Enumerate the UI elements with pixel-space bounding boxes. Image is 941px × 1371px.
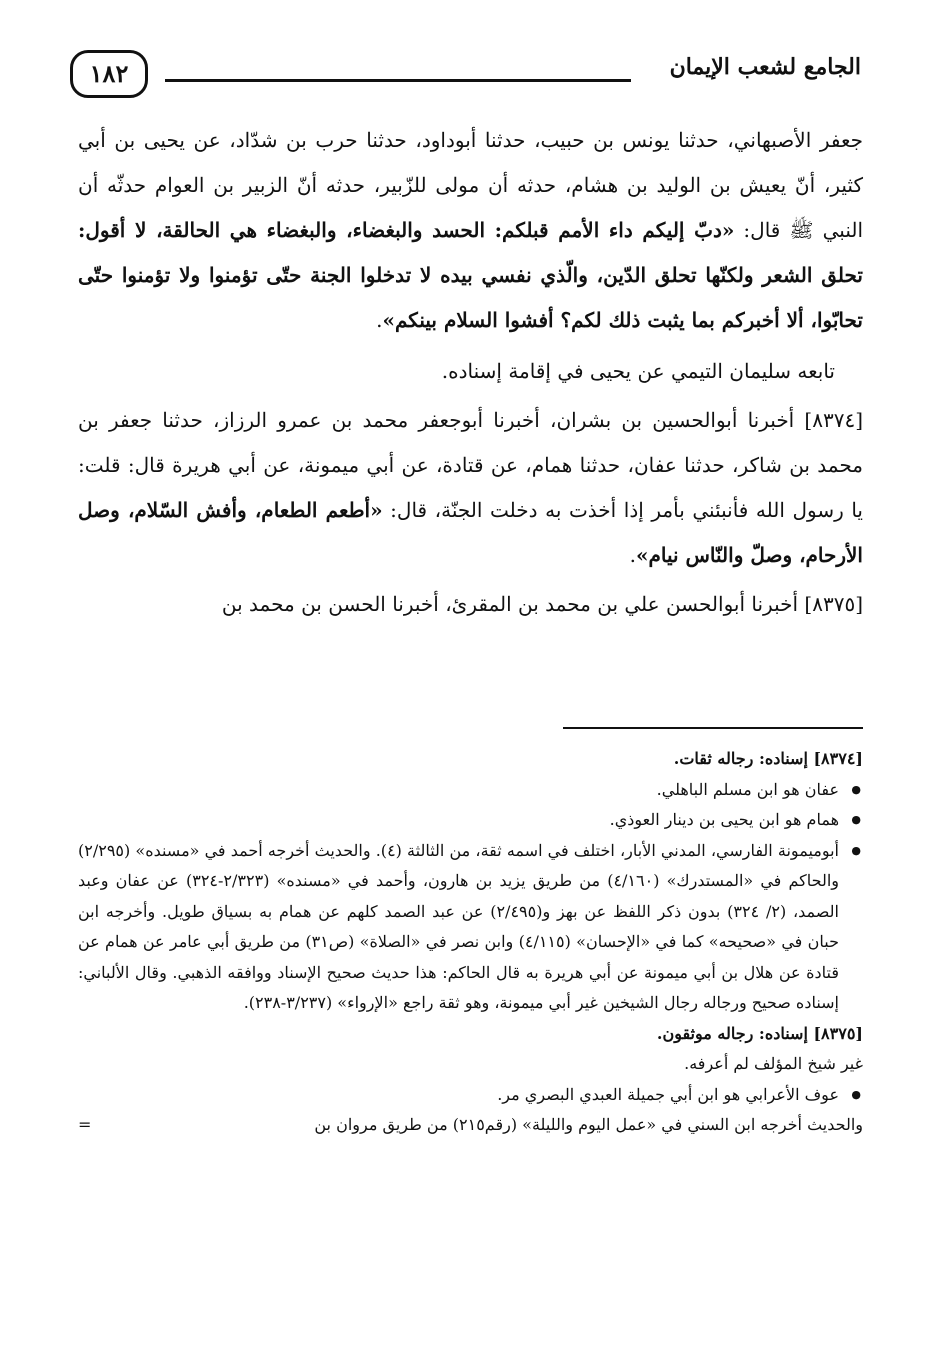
hadith-paragraph-8374 xyxy=(78,398,863,578)
footnote-continued-line xyxy=(78,1110,863,1141)
isnad-text: [٨٣٧٤] أخبرنا أبوالحسين بن بشران، أخبرنا أبوجعفر محمد بن عمرو الرزاز، حدثنا جعفر بن محمد بن شاكر، حدثنا عفان، حدثنا همام، عن قتادة، عن أبي ميمونة، عن أبي هريرة قال: قلت: يا رسول الله فأنبئني بأمر إذا أخذت به دخلت الجنّة، قال: xyxy=(78,408,863,522)
continuation-mark: = xyxy=(78,1115,92,1134)
page-header xyxy=(70,50,861,108)
main-text xyxy=(78,118,863,627)
page-number: ١٨٢ xyxy=(70,50,148,98)
isnad-text: جعفر الأصبهاني، حدثنا يونس بن حبيب، حدثنا أبوداود، حدثنا حرب بن شدّاد، عن يحيى بن أبي كثير، أنّ يعيش بن الوليد بن هشام، حدثه أن مولى للزّبير، حدثه أنّ الزبير بن العوام حدثّه أن النبي ﷺ قال: xyxy=(78,128,864,242)
footnote-bullet: ● همام هو ابن يحيى بن دينار العوذي. xyxy=(78,805,863,836)
footnote-bullet: ● أبوميمونة الفارسي، المدني الأبار، اختلف في اسمه ثقة، من الثالثة (٤). والحديث أخرجه أحمد في «مسنده» (٢/٢٩٥) والحاكم في «المستدرك» (٤/١٦٠) من طريق يزيد بن هارون، وأحمد في «مسنده» (٢/٣٢٣-٣٢٤) عن عفان وعبد الصمد، (٢/ ٣٢٤) بدون ذكر اللفظ عن بهز و(٢/٤٩٥) عن عبد الصمد كلهم عن همام به بسياق طويل. وأخرجه ابن حبان في «صحيحه» كما في «الإحسان» (٤/١١٥) وابن نصر في «الصلاة» (ص٣١) من طريق أبي عامر عن همام عن قتادة عن هلال بن أبي ميمونة عن أبي هريرة به قال الحاكم: هذا حديث صحيح الإسناد ووافقه الذهبي. وقال الألباني: إسناده صحيح ورجاله رجال الشيخين غير أبي ميمونة، وهو ثقة راجع «الإرواء» (٣/٢٣٧-٢٣٨). xyxy=(78,836,863,1019)
footnote-heading-8375: [٨٣٧٥] إسناده: رجاله موثقون. xyxy=(656,1023,863,1043)
footnote-line: غير شيخ المؤلف لم أعرفه. xyxy=(684,1054,863,1073)
footnote-separator xyxy=(563,727,863,729)
footnote-bullet: ● عوف الأعرابي هو ابن أبي جميلة العبدي البصري مر. xyxy=(78,1080,863,1111)
hadith-paragraph-8375: [٨٣٧٥] أخبرنا أبوالحسن علي بن محمد بن المقرئ، أخبرنا الحسن بن محمد بن xyxy=(221,592,863,616)
period: . xyxy=(629,543,636,567)
period: . xyxy=(376,308,383,332)
header-rule xyxy=(165,79,631,82)
footnotes xyxy=(78,744,863,1141)
hadith-paragraph-1 xyxy=(78,118,863,343)
footnote-line-text: والحديث أخرجه ابن السني في «عمل اليوم والليلة» (رقم٢١٥) من طريق مروان بن xyxy=(314,1115,863,1134)
matn-text: «أطعم الطعام، وأفش السّلام، وصل الأرحام، وصلّ والنّاس نيام» xyxy=(78,498,863,567)
book-title: الجامع لشعب الإيمان xyxy=(669,54,861,80)
footnote-bullet: ● عفان هو ابن مسلم الباهلي. xyxy=(78,775,863,806)
follow-up-paragraph: تابعه سليمان التيمي عن يحيى في إقامة إسناده. xyxy=(441,359,835,383)
footnote-heading-8374: [٨٣٧٤] إسناده: رجاله ثقات. xyxy=(673,749,863,768)
matn-text: «دبّ إليكم داء الأمم قبلكم: الحسد والبغضاء، والبغضاء هي الحالقة، لا أقول: تحلق الشعر ولكنّها تحلق الدّين، والّذي نفسي بيده لا تدخلوا الجنة حتّى تؤمنوا ولا تؤمنوا حتّى تحابّوا، ألا أخبركم بما يثبت ذلك لكم؟ أفشوا السلام بينكم» xyxy=(78,218,863,332)
